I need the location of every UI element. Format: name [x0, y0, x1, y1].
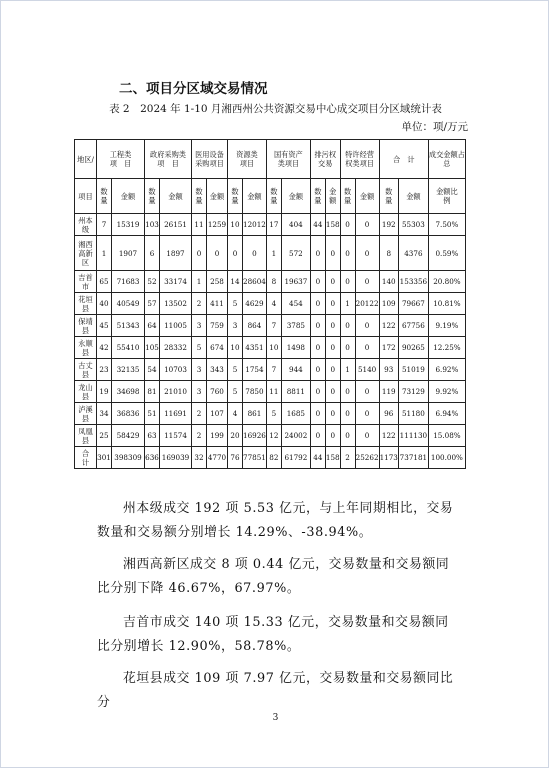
- table-cell: 2: [192, 403, 207, 425]
- table-cell: 34698: [112, 381, 145, 403]
- table-cell: 3: [228, 315, 243, 337]
- table-row: [75, 447, 466, 469]
- table-cell: 0: [228, 236, 243, 271]
- table-cell: 0: [340, 214, 355, 236]
- table-cell: 0: [192, 236, 207, 271]
- table-cell: 0: [310, 236, 325, 271]
- table-cell: 28604: [243, 271, 267, 293]
- region-cell: 保靖县: [75, 315, 97, 337]
- paragraph: 花垣县成交 109 项 7.97 亿元，交易数量和交易额同比分: [97, 671, 454, 710]
- table-cell: 2: [192, 293, 207, 315]
- table-cell: 737181: [398, 447, 428, 469]
- amount-subheader: 金额: [325, 179, 340, 214]
- table-cell: 33174: [160, 271, 192, 293]
- amount-subheader: 金额: [355, 179, 379, 214]
- table-cell: 76: [228, 447, 243, 469]
- table-cell: 4629: [243, 293, 267, 315]
- table-cell: 1: [97, 236, 112, 271]
- table-cell: 19: [97, 381, 112, 403]
- region-cell: 凤凰县: [75, 425, 97, 447]
- region-cell: 永顺县: [75, 337, 97, 359]
- table-cell: 36836: [112, 403, 145, 425]
- table-cell: 67756: [398, 315, 428, 337]
- table-cell: 0: [325, 315, 340, 337]
- table-cell: 10: [266, 337, 281, 359]
- total-header: 合 计: [379, 140, 428, 179]
- table-cell: 0: [310, 293, 325, 315]
- table-cell: 760: [207, 381, 228, 403]
- table-cell: 25: [97, 425, 112, 447]
- table-cell: 20.80%: [428, 271, 465, 293]
- table-cell: 572: [281, 236, 310, 271]
- table-cell: 10: [228, 337, 243, 359]
- table-cell: 77851: [243, 447, 267, 469]
- table-cell: 34: [97, 403, 112, 425]
- table-cell: 343: [207, 359, 228, 381]
- table-cell: 0: [310, 425, 325, 447]
- group-header: 政府采购类 项 目: [145, 140, 192, 179]
- table-cell: 10.81%: [428, 293, 465, 315]
- table-cell: 1754: [243, 359, 267, 381]
- corner-header-top: 地区/: [75, 140, 97, 179]
- group-header: 医用设备 采购项目: [192, 140, 228, 179]
- paragraph: 湘西高新区成交 8 项 0.44 亿元，交易数量和交易额同比分别下降 46.67%，67.97%。: [97, 557, 450, 596]
- amount-subheader: 金额: [160, 179, 192, 214]
- table-cell: 3: [192, 381, 207, 403]
- table-cell: 0: [355, 214, 379, 236]
- region-cell: 泸溪县: [75, 403, 97, 425]
- table-cell: 0: [340, 337, 355, 359]
- amount-subheader: 金额: [243, 179, 267, 214]
- amount-subheader: 金额: [281, 179, 310, 214]
- table-row: [75, 425, 466, 447]
- table-cell: 12012: [243, 214, 267, 236]
- table-cell: 42: [97, 337, 112, 359]
- table-cell: 11691: [160, 403, 192, 425]
- table-cell: 44: [310, 447, 325, 469]
- table-cell: 674: [207, 337, 228, 359]
- region-cell: 古丈县: [75, 359, 97, 381]
- unit-label: 单位：项/万元: [401, 121, 468, 133]
- table-row: [75, 214, 466, 236]
- table-cell: 122: [379, 315, 398, 337]
- table-cell: 0: [310, 315, 325, 337]
- table-cell: 3: [192, 359, 207, 381]
- amount-subheader: 金额: [207, 179, 228, 214]
- table-cell: 0: [325, 403, 340, 425]
- table-cell: 10703: [160, 359, 192, 381]
- table-cell: 24002: [281, 425, 310, 447]
- table-cell: 16926: [243, 425, 267, 447]
- table-header-row: [75, 140, 466, 179]
- table-cell: 14: [228, 271, 243, 293]
- table-cell: 8: [266, 271, 281, 293]
- ratio-subheader: 金额比例: [428, 179, 465, 214]
- table-cell: 55410: [112, 337, 145, 359]
- table-cell: 51343: [112, 315, 145, 337]
- table-cell: 5140: [355, 359, 379, 381]
- group-header: 工程类 项 目: [97, 140, 145, 179]
- table-cell: 0: [325, 381, 340, 403]
- table-cell: 1685: [281, 403, 310, 425]
- region-cell: 合 计: [75, 447, 97, 469]
- table-cell: 864: [243, 315, 267, 337]
- table-row: [75, 271, 466, 293]
- table-row: [75, 359, 466, 381]
- table-cell: 32135: [112, 359, 145, 381]
- table-cell: 2: [340, 447, 355, 469]
- table-cell: 11574: [160, 425, 192, 447]
- table-cell: 109: [379, 293, 398, 315]
- count-subheader: 数量: [266, 179, 281, 214]
- table-cell: 0: [355, 381, 379, 403]
- paragraph: 吉首市成交 140 项 15.33 亿元，交易数量和交易额同比分别增长 12.90%，58.78%。: [97, 615, 449, 654]
- table-cell: 199: [207, 425, 228, 447]
- table-cell: 17: [266, 214, 281, 236]
- table-cell: 6.92%: [428, 359, 465, 381]
- table-cell: 51: [145, 403, 160, 425]
- table-cell: 944: [281, 359, 310, 381]
- table-cell: 119: [379, 381, 398, 403]
- table-cell: 12.25%: [428, 337, 465, 359]
- table-cell: 15319: [112, 214, 145, 236]
- table-cell: 111130: [398, 425, 428, 447]
- table-cell: 79667: [398, 293, 428, 315]
- table-cell: 96: [379, 403, 398, 425]
- table-cell: 4: [228, 403, 243, 425]
- table-cell: 7850: [243, 381, 267, 403]
- table-cell: 63: [145, 425, 160, 447]
- table-cell: 153356: [398, 271, 428, 293]
- table-cell: 5: [192, 337, 207, 359]
- region-cell: 花垣县: [75, 293, 97, 315]
- table-cell: 192: [379, 214, 398, 236]
- table-cell: 411: [207, 293, 228, 315]
- table-cell: 51019: [398, 359, 428, 381]
- table-cell: 1: [266, 236, 281, 271]
- region-cell: 吉首市: [75, 271, 97, 293]
- table-cell: 21010: [160, 381, 192, 403]
- table-cell: 1907: [112, 236, 145, 271]
- table-cell: 0: [310, 337, 325, 359]
- table-row: [75, 337, 466, 359]
- count-subheader: 数量: [228, 179, 243, 214]
- table-cell: 4376: [398, 236, 428, 271]
- table-cell: 4770: [207, 447, 228, 469]
- region-statistics-table: [74, 139, 466, 469]
- table-cell: 7: [266, 315, 281, 337]
- table-cell: 44: [310, 214, 325, 236]
- table-cell: 9.19%: [428, 315, 465, 337]
- table-cell: 0: [355, 315, 379, 337]
- amount-subheader: 金额: [112, 179, 145, 214]
- table-cell: 20: [228, 425, 243, 447]
- table-cell: 28332: [160, 337, 192, 359]
- table-cell: 1: [340, 359, 355, 381]
- table-cell: 158: [325, 214, 340, 236]
- table-cell: 158: [325, 447, 340, 469]
- table-cell: 82: [266, 447, 281, 469]
- table-cell: 9.92%: [428, 381, 465, 403]
- table-cell: 759: [207, 315, 228, 337]
- table-cell: 32: [192, 447, 207, 469]
- table-cell: 172: [379, 337, 398, 359]
- table-cell: 1: [340, 293, 355, 315]
- table-cell: 6: [145, 236, 160, 271]
- table-cell: 0: [355, 236, 379, 271]
- table-cell: 23: [97, 359, 112, 381]
- table-cell: 1897: [160, 236, 192, 271]
- table-subheader-row: [75, 179, 466, 214]
- table-cell: 13502: [160, 293, 192, 315]
- table-cell: 7.50%: [428, 214, 465, 236]
- table-cell: 1173: [379, 447, 398, 469]
- group-header: 资源类 项目: [228, 140, 267, 179]
- table-cell: 0: [340, 425, 355, 447]
- table-cell: 7: [266, 359, 281, 381]
- table-cell: 0: [325, 236, 340, 271]
- table-cell: 90265: [398, 337, 428, 359]
- table-cell: 1259: [207, 214, 228, 236]
- table-cell: 5: [266, 403, 281, 425]
- table-cell: 105: [145, 337, 160, 359]
- table-cell: 0: [207, 236, 228, 271]
- table-cell: 5: [228, 381, 243, 403]
- table-cell: 40549: [112, 293, 145, 315]
- table-cell: 0: [243, 236, 267, 271]
- table-row: [75, 293, 466, 315]
- table-cell: 11: [266, 381, 281, 403]
- count-subheader: 数量: [192, 179, 207, 214]
- table-cell: 2: [192, 425, 207, 447]
- table-cell: 26151: [160, 214, 192, 236]
- table-cell: 100.00%: [428, 447, 465, 469]
- table-cell: 52: [145, 271, 160, 293]
- table-cell: 0: [340, 315, 355, 337]
- table-cell: 0: [325, 271, 340, 293]
- table-cell: 5: [228, 359, 243, 381]
- table-cell: 58429: [112, 425, 145, 447]
- table-cell: 3785: [281, 315, 310, 337]
- region-cell: 龙山县: [75, 381, 97, 403]
- table-cell: 3: [192, 315, 207, 337]
- paragraph: 州本级成交 192 项 5.53 亿元，与上年同期相比，交易数量和交易额分别增长 14.29%、-38.94%。: [97, 501, 454, 540]
- table-cell: 0: [340, 236, 355, 271]
- table-cell: 169039: [160, 447, 192, 469]
- table-row: [75, 315, 466, 337]
- count-subheader: 数量: [97, 179, 112, 214]
- table-cell: 12: [266, 425, 281, 447]
- table-cell: 10: [228, 214, 243, 236]
- table-cell: 861: [243, 403, 267, 425]
- table-caption: 表 2 2024 年 1-10 月湘西州公共资源交易中心成交项目分区域统计表: [109, 103, 442, 115]
- region-cell: 湘西高新区: [75, 236, 97, 271]
- table-cell: 4: [266, 293, 281, 315]
- table-cell: 0: [325, 337, 340, 359]
- table-cell: 25262: [355, 447, 379, 469]
- percentage-header: 成交金额占总: [428, 140, 465, 179]
- table-cell: 20122: [355, 293, 379, 315]
- table-cell: 81: [145, 381, 160, 403]
- table-cell: 404: [281, 214, 310, 236]
- table-cell: 5: [228, 293, 243, 315]
- table-cell: 6.94%: [428, 403, 465, 425]
- table-cell: 8: [379, 236, 398, 271]
- table-cell: 11005: [160, 315, 192, 337]
- table-cell: 8811: [281, 381, 310, 403]
- table-cell: 65: [97, 271, 112, 293]
- page-number: 3: [272, 713, 279, 723]
- table-row: [75, 236, 466, 271]
- table-cell: 40: [97, 293, 112, 315]
- table-cell: 140: [379, 271, 398, 293]
- table-cell: 0: [340, 271, 355, 293]
- table-cell: 57: [145, 293, 160, 315]
- table-cell: 0: [325, 359, 340, 381]
- table-cell: 64: [145, 315, 160, 337]
- table-cell: 45: [97, 315, 112, 337]
- table-cell: 15.08%: [428, 425, 465, 447]
- table-row: [75, 381, 466, 403]
- table-cell: 258: [207, 271, 228, 293]
- table-cell: 1: [192, 271, 207, 293]
- table-cell: 54: [145, 359, 160, 381]
- table-cell: 71683: [112, 271, 145, 293]
- table-cell: 122: [379, 425, 398, 447]
- table-cell: 0: [355, 425, 379, 447]
- table-cell: 454: [281, 293, 310, 315]
- table-cell: 301: [97, 447, 112, 469]
- count-subheader: 数量: [310, 179, 325, 214]
- corner-header-bottom: 项目: [75, 179, 97, 214]
- region-cell: 州本级: [75, 214, 97, 236]
- amount-subheader: 金额: [398, 179, 428, 214]
- table-cell: 0: [310, 381, 325, 403]
- table-cell: 73129: [398, 381, 428, 403]
- table-cell: 636: [145, 447, 160, 469]
- table-cell: 11: [192, 214, 207, 236]
- table-cell: 0: [325, 425, 340, 447]
- table-cell: 0: [310, 359, 325, 381]
- table-cell: 19637: [281, 271, 310, 293]
- table-cell: 0: [325, 293, 340, 315]
- table-cell: 55303: [398, 214, 428, 236]
- table-cell: 1498: [281, 337, 310, 359]
- count-subheader: 数量: [379, 179, 398, 214]
- group-header: 排污权 交易: [310, 140, 340, 179]
- table-cell: 0.59%: [428, 236, 465, 271]
- table-cell: 0: [340, 403, 355, 425]
- table-row: [75, 403, 466, 425]
- table-cell: 103: [145, 214, 160, 236]
- table-cell: 0: [310, 403, 325, 425]
- table-cell: 61792: [281, 447, 310, 469]
- table-cell: 0: [355, 337, 379, 359]
- table-cell: 107: [207, 403, 228, 425]
- group-header: 特许经营 权类项目: [340, 140, 379, 179]
- table-cell: 0: [310, 271, 325, 293]
- table-cell: 4351: [243, 337, 267, 359]
- table-cell: 93: [379, 359, 398, 381]
- table-cell: 0: [340, 381, 355, 403]
- table-cell: 0: [355, 271, 379, 293]
- table-cell: 0: [355, 403, 379, 425]
- group-header: 国有资产 类项目: [266, 140, 310, 179]
- count-subheader: 数量: [340, 179, 355, 214]
- count-subheader: 数量: [145, 179, 160, 214]
- section-heading: 二、项目分区域交易情况: [119, 81, 268, 97]
- table-cell: 7: [97, 214, 112, 236]
- table-cell: 398309: [112, 447, 145, 469]
- table-cell: 51180: [398, 403, 428, 425]
